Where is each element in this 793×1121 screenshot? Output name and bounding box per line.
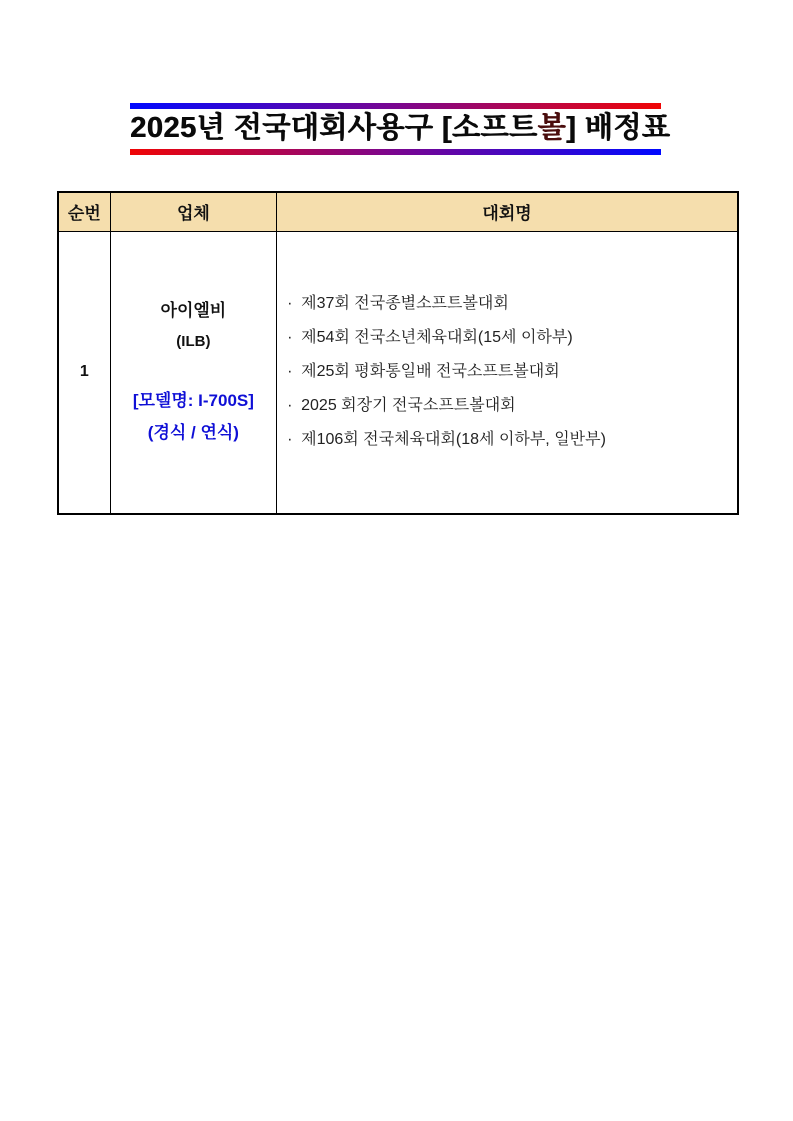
header-cell-event: 대회명 [277, 192, 738, 231]
competition-list [287, 287, 737, 457]
competition-list-item [287, 287, 737, 321]
competition-name: 제106회 전국체육대회(18세 이하부, 일반부) [301, 431, 606, 449]
bullet-icon: · [287, 295, 293, 313]
company-name: 아이엘비 [160, 301, 227, 321]
bullet-icon: · [287, 363, 293, 381]
competition-list-item [287, 423, 737, 457]
competition-name: 제25회 평화통일배 전국소프트볼대회 [301, 363, 560, 381]
bullet-icon: · [287, 329, 293, 347]
page-title-part1: 2025년 전국대회사용구 [소프트 [130, 112, 538, 144]
company-ball-type: (경식 / 연식) [147, 423, 239, 443]
competition-name: 제54회 전국소년체육대회(15세 이하부) [301, 329, 573, 347]
competition-name: 제37회 전국종별소프트볼대회 [301, 295, 509, 313]
competition-list-item [287, 389, 737, 423]
page-title-ball-word: 볼 [537, 112, 566, 144]
page-title-part2: ] 배정표 [565, 112, 671, 144]
company-info-stack [111, 295, 276, 449]
competitions-cell [277, 231, 738, 514]
table-row [58, 231, 738, 514]
bullet-icon: · [287, 431, 293, 449]
company-cell [110, 231, 276, 514]
table-header-row [58, 192, 738, 231]
document-title-banner [130, 103, 671, 155]
page-title [130, 109, 671, 149]
competition-name: 2025 회장기 전국소프트볼대회 [301, 397, 516, 415]
competition-list-item [287, 355, 737, 389]
bullet-icon: · [287, 397, 293, 415]
competition-list-item [287, 321, 737, 355]
header-cell-company: 업체 [110, 192, 276, 231]
allocation-table [57, 191, 739, 515]
row-number-cell: 1 [58, 231, 110, 514]
company-short-name: (ILB) [176, 333, 211, 351]
title-bottom-gradient-rule [130, 149, 661, 155]
company-model: [모델명: I-700S] [132, 391, 254, 411]
header-cell-number: 순번 [58, 192, 110, 231]
